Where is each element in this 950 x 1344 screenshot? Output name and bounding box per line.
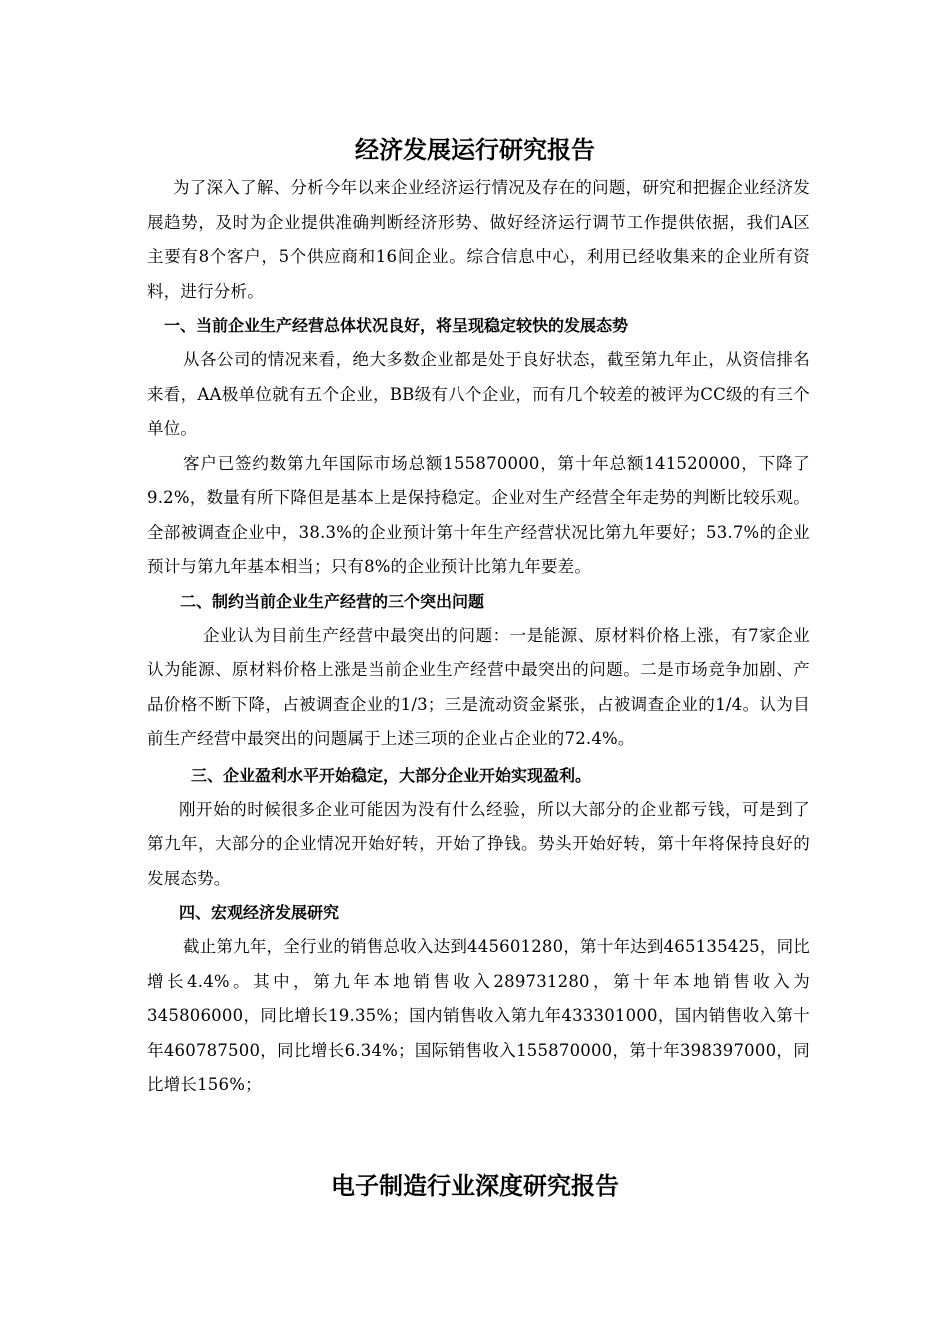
intro-paragraph: 为了深入了解、分析今年以来企业经济运行情况及存在的问题，研究和把握企业经济发展趋势，及时为企业提供准确判断经济形势、做好经济运行调节工作提供依据，我们A区主要有8个客户，5个供应商和16间企业。综合信息中心，利用已经收集来的企业所有资料，进行分析。 (147, 178, 810, 301)
section-4-heading: 四、宏观经济发展研究 (179, 903, 340, 922)
section-2-heading: 二、制约当前企业生产经营的三个突出问题 (180, 591, 485, 611)
report-title: 经济发展运行研究报告 (355, 136, 595, 164)
section-2-paragraph-1: 企业认为目前生产经营中最突出的问题：一是能源、原材料价格上涨，有7家企业认为能源、原材料价格上涨是当前企业生产经营中最突出的问题。二是市场竞争加剧、产品价格不断下降，占被调查企业的1/3；三是流动资金紧张，占被调查企业的1/4。认为目前生产经营中最突出的问题属于上述三项的企业占企业的72.4%。 (147, 625, 810, 748)
report-body (147, 171, 810, 1103)
section-3-paragraph-1: 刚开始的时候很多企业可能因为没有什么经验，所以大部分的企业都亏钱，可是到了第九年，大部分的企业情况开始好转，开始了挣钱。势头开始好转，第十年将保持良好的发展态势。 (147, 799, 810, 888)
section-1-paragraph-1: 从各公司的情况来看，绝大多数企业都是处于良好状态，截至第九年止，从资信排名来看，AA极单位就有五个企业，BB级有八个企业，而有几个较差的被评为CC级的有三个单位。 (147, 350, 810, 438)
section-1-paragraph-2: 客户已签约数第九年国际市场总额155870000，第十年总额141520000，下降了9.2%，数量有所下降但是基本上是保持稳定。企业对生产经营全年走势的判断比较乐观。全部被调查企业中，38.3%的企业预计第十年生产经营状况比第九年要好；53.7%的企业预计与第九年基本相当；只有8%的企业预计比第九年要差。 (147, 453, 810, 576)
section-4-paragraph-1: 截止第九年，全行业的销售总收入达到445601280，第十年达到465135425，同比增长4.4%。其中，第九年本地销售收入289731280，第十年本地销售收入为345806000，同比增长19.35%；国内销售收入第九年433301000，国内销售收入第十年460787500，同比增长6.34%；国际销售收入155870000，第十年398397000，同比增长156%； (147, 937, 810, 1094)
next-report-title: 电子制造行业深度研究报告 (331, 1172, 619, 1200)
section-3-heading: 三、企业盈利水平开始稳定，大部分企业开始实现盈利。 (191, 765, 592, 785)
section-1-heading: 一、当前企业生产经营总体状况良好，将呈现稳定较快的发展态势 (164, 316, 629, 335)
